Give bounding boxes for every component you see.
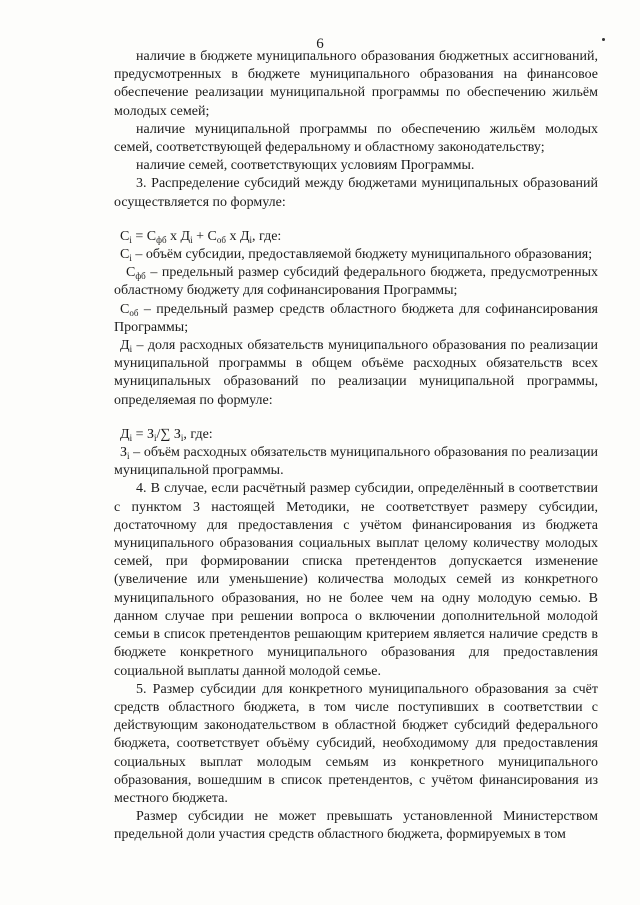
page-number: 6: [316, 36, 324, 52]
formula-share: $Д_i = З_i/\sum$ $З_i$, где:: [120, 426, 213, 443]
scan-dot: [602, 38, 605, 41]
paragraph-4: 4. В случае, если расчётный размер субсидии, определённый в соответствии с пунктом 3 настоящей Методики, не соответствует размеру субсидии, достаточному для предоставления с учётом финансирования из бюджета муниципального образования социальных выплат целому количеству молодых семей, при формировании списка претендентов допускается изменение (увеличение или уменьшение) количества молодых семей из конкретного муниципального образования, но не более чем на одну молодую семью. В данном случае при решении вопроса о включении дополнительной молодой семьи в список претендентов решающим критерием является наличие средств в бюджете конкретного муниципального образования для предоставления социальной выплаты данной молодой семье.: [114, 481, 598, 679]
paragraph-5: 5. Размер субсидии для конкретного муниципального образования за счёт средств областного бюджета, в том числе поступивших в соответствии с действующим законодательством в областной бюджет субсидий федерального бюджета, соответствует объёму субсидий, необходимому для предоставления социальных выплат молодым семьям из конкретного муниципального образования, вошедшим в список претендентов, с учётом финансирования из местного бюджета.: [114, 681, 598, 806]
definition-cfb: $С_{фб}$ – предельный размер субсидий федерального бюджета, предусмотренных областному бюджету для софинансирования Программы;: [114, 265, 598, 299]
document-body: [114, 48, 598, 845]
paragraph-limit: Размер субсидии не может превышать установленной Министерством предельной доли участия средств областного бюджета, формируемых в том: [114, 809, 598, 843]
paragraph-budget: наличие в бюджете муниципального образования бюджетных ассигнований, предусмотренных в бюджете муниципального образования на финансовое обеспечение реализации муниципальной программы по обеспечению жильём молодых семей;: [114, 49, 598, 119]
paragraph-program: наличие муниципальной программы по обеспечению жильём молодых семей, соответствующей федеральному и областному законодательству;: [114, 121, 598, 156]
paragraph-families: наличие семей, соответствующих условиям Программы.: [136, 158, 475, 174]
definition-zi: $З_i$ – объём расходных обязательств муниципального образования по реализации муниципальной программы.: [114, 445, 598, 479]
paragraph-distribution: 3. Распределение субсидий между бюджетами муниципальных образований осуществляется по формуле:: [114, 176, 598, 210]
definition-di: $Д_i$ – доля расходных обязательств муниципального образования по реализации муниципальной программы в общем объёме расходных обязательств всех муниципальных образований по реализации муниципальной программы, определяемая по формуле:: [114, 338, 598, 408]
definition-cob: $С_{об}$ – предельный размер средств областного бюджета для софинансирования Программы;: [114, 301, 598, 335]
formula-subsidy: $С_i = С_{фб}$ х $Д_i + С_{об}$ х $Д_i$, где:: [120, 228, 282, 245]
definition-ci: $С_i$ – объём субсидии, предоставляемой бюджету муниципального образования;: [120, 247, 593, 264]
